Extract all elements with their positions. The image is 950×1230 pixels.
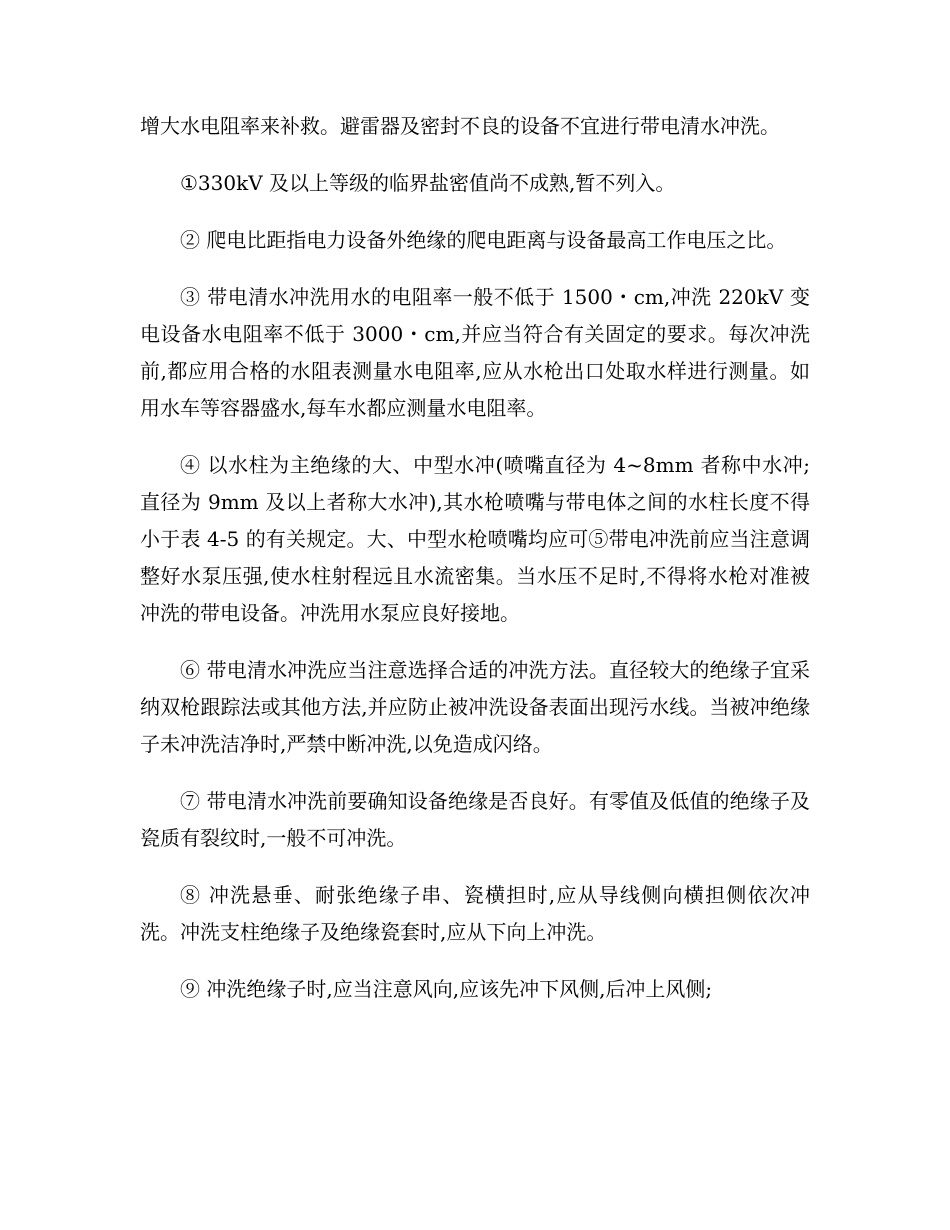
paragraph: ⑦ 带电清水冲洗前要确知设备绝缘是否良好。有零值及低值的绝缘子及瓷质有裂纹时,一般不可冲洗。: [140, 789, 810, 850]
paragraph: 增大水电阻率来补救。避雷器及密封不良的设备不宜进行带电清水冲洗。: [140, 114, 780, 138]
paragraph: ⑧ 冲洗悬垂、耐张绝缘子串、瓷横担时,应从导线侧向横担侧依次冲洗。冲洗支柱绝缘子及绝缘瓷套时,应从下向上冲洗。: [140, 883, 810, 944]
document-body: [140, 108, 810, 1028]
paragraph: ③ 带电清水冲洗用水的电阻率一般不低于 1500・cm,冲洗 220kV 变电设备水电阻率不低于 3000・cm,并应当符合有关固定的要求。每次冲洗前,都应用合格的水阻表测量水电阻率,应从水枪出口处取水样进行测量。如用水车等容器盛水,每车水都应测量水电阻率。: [140, 285, 810, 420]
paragraph: ② 爬电比距指电力设备外绝缘的爬电距离与设备最高工作电压之比。: [180, 228, 787, 252]
paragraph: ④ 以水柱为主绝缘的大、中型水冲(喷嘴直径为 4~8mm 者称中水冲;直径为 9mm 及以上者称大水冲),其水枪喷嘴与带电体之间的水柱长度不得小于表 4-5 的有关规定。大、中型水枪喷嘴均应可⑤带电冲洗前应当注意调整好水泵压强,使水柱射程远且水流密集。当水压不足时,不得将水枪对准被冲洗的带电设备。冲洗用水泵应良好接地。: [140, 453, 810, 625]
paragraph: ⑥ 带电清水冲洗应当注意选择合适的冲洗方法。直径较大的绝缘子宜采纳双枪跟踪法或其他方法,并应防止被冲洗设备表面出现污水线。当被冲绝缘子未冲洗洁净时,严禁中断冲洗,以免造成闪络。: [140, 658, 810, 756]
paragraph: ⑨ 冲洗绝缘子时,应当注意风向,应该先冲下风侧,后冲上风侧;: [180, 977, 713, 1001]
paragraph: ①330kV 及以上等级的临界盐密值尚不成熟,暂不列入。: [180, 171, 676, 195]
